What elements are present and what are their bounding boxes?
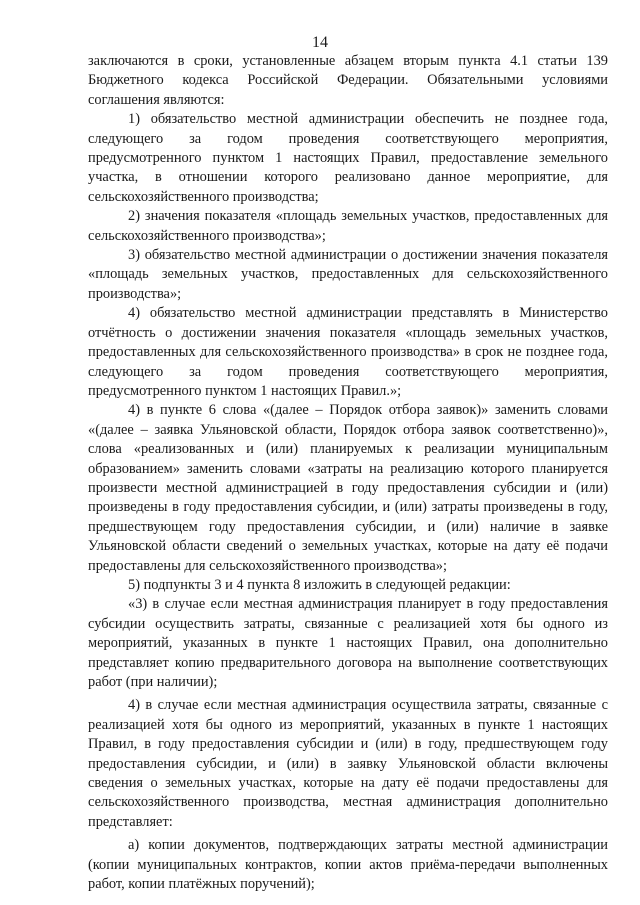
paragraph-condition-3: 3) обязательство местной администрации о достижении значения показателя «площадь земельных участков, предоставленных для сельскохозяйственного производства»; bbox=[88, 247, 608, 302]
paragraph-item-4: 4) в пункте 6 слова «(далее – Порядок отбора заявок)» заменить словами «(далее – заявка Ульяновской области, Порядок отбора заявок соответственно)», слова «реализованных и (или) планируемых к реализации муниципальным образованием» заменить словами «затраты на реализацию которого планируется произвести местной администрацией в году предоставления субсидии и (или) произведены в году предоставления субсидии, и (или) затраты произведены в году, предшествующем году предоставления субсидии, и (или) наличие в заявке Ульяновской области сведений о земельных участках, которые на дату её подачи предоставлены для сельскохозяйственного производства»; bbox=[88, 402, 608, 574]
paragraph-item-5: 5) подпункты 3 и 4 пункта 8 изложить в следующей редакции: bbox=[128, 576, 511, 593]
paragraph-condition-2: 2) значения показателя «площадь земельных участков, предоставленных для сельскохозяйственного производства»; bbox=[88, 208, 608, 244]
paragraph-condition-4: 4) обязательство местной администрации представлять в Министерство отчётность о достижении значения показателя «площадь земельных участков, предоставленных для сельскохозяйственного производства» в срок не позднее года, следующего за годом проведения соответствующего мероприятия, предусмотренного пунктом 1 настоящих Правил.»; bbox=[88, 305, 608, 399]
paragraph-subitem-a: а) копии документов, подтверждающих затраты местной администрации (копии муниципальных контрактов, копии актов приёма-передачи выполненных работ, копии платёжных поручений); bbox=[88, 837, 608, 893]
paragraph-subitem-4: 4) в случае если местная администрация осуществила затраты, связанные с реализацией хотя бы одного из мероприятий, указанных в пункте 1 настоящих Правил, в году предоставления субсидии и (или) в году, предшествующем году предоставления субсидии, и (или) в заявку Ульяновской области включены сведения о земельных участках, которые на дату её подачи предоставлены для сельскохозяйственного производства, местная администрация дополнительно представляет: bbox=[88, 697, 608, 830]
page-number: 14 bbox=[312, 34, 328, 51]
paragraph-condition-1: 1) обязательство местной администрации обеспечить не позднее года, следующего за годом проведения соответствующего мероприятия, предусмотренного пунктом 1 настоящих Правил, предоставление земельного участка, в отношении которого реализовано данное мероприятие, для сельскохозяйственного производства; bbox=[88, 111, 608, 205]
paragraph-subitem-3: «3) в случае если местная администрация планирует в году предоставления субсидии осуществить затраты, связанные с реализацией хотя бы одного из мероприятий, указанных в пункте 1 настоящих Правил, она дополнительно представляет копию предварительного договора на выполнение соответствующих работ (при наличии); bbox=[88, 596, 608, 690]
paragraph-continuation: заключаются в сроки, установленные абзацем вторым пункта 4.1 статьи 139 Бюджетного кодекса Российской Федерации. Обязательными условиями соглашения являются: bbox=[88, 53, 608, 108]
document-body bbox=[88, 52, 608, 894]
